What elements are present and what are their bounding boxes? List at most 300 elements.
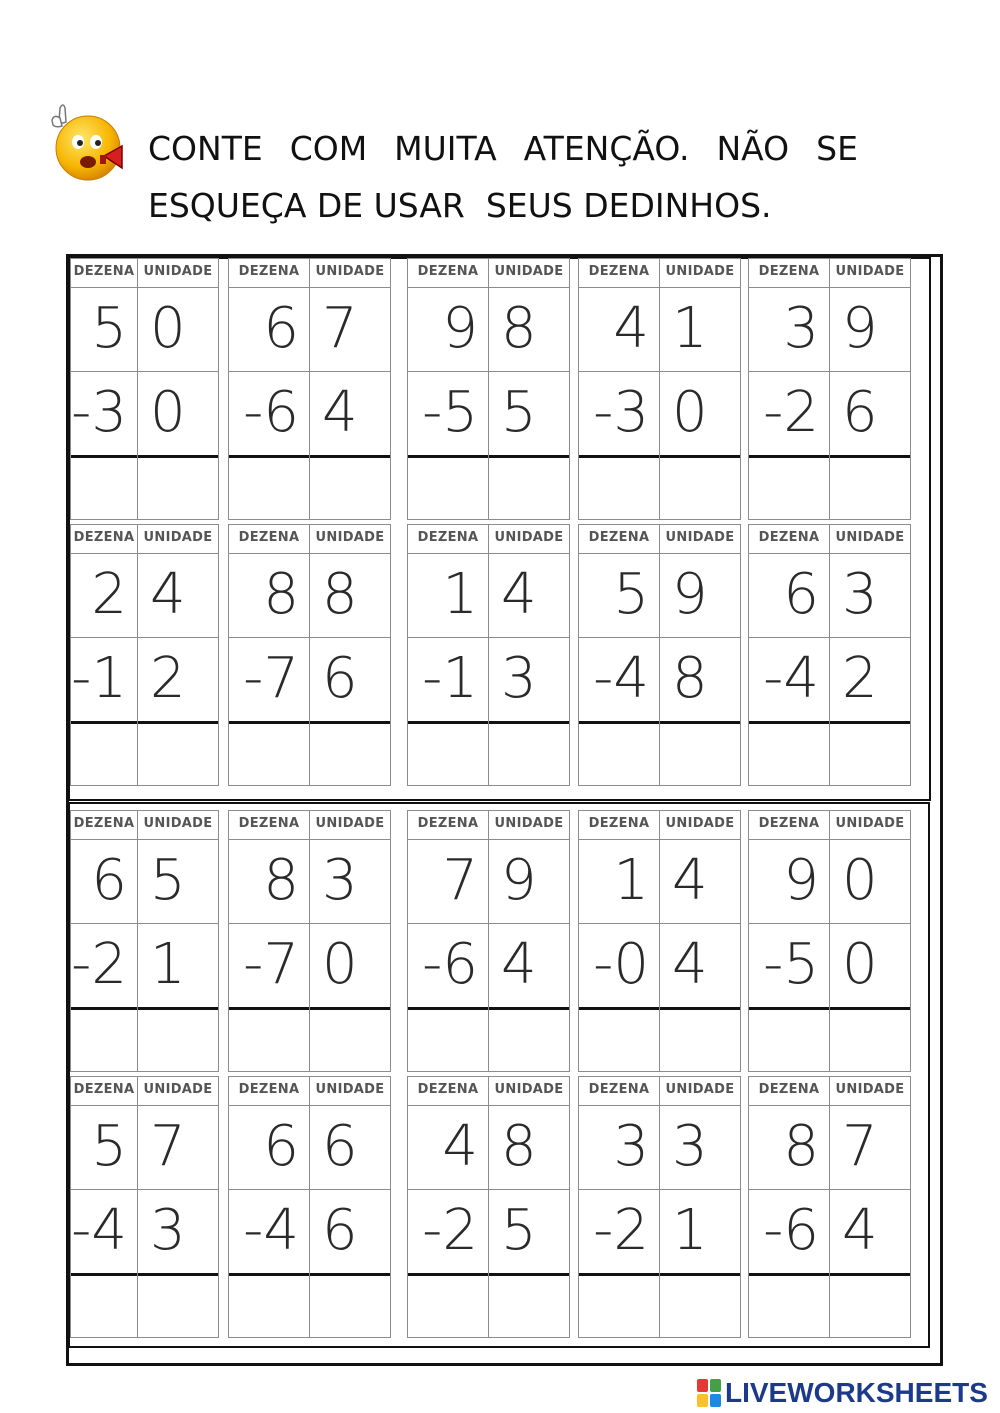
subtrahend-cell <box>310 1189 390 1276</box>
minuend-cell <box>229 1105 309 1190</box>
tens-header: DEZENA <box>71 259 137 288</box>
tens-column <box>578 258 660 520</box>
minuend-cell <box>489 1105 569 1190</box>
problem-box <box>748 524 911 786</box>
tens-column <box>578 1076 660 1338</box>
units-header: UNIDADE <box>489 1077 569 1106</box>
units-header: UNIDADE <box>489 259 569 288</box>
instruction-word: SE <box>816 129 858 168</box>
minuend-digit: 8 <box>322 562 358 627</box>
minuend-digit: 5 <box>613 562 649 627</box>
logo-text: LIVEWORKSHEETS <box>725 1377 988 1408</box>
answer-cell[interactable] <box>138 458 218 519</box>
units-column <box>489 1076 570 1338</box>
tens-column <box>748 810 830 1072</box>
answer-cell[interactable] <box>489 1276 569 1337</box>
subtrahend-digit: -2 <box>763 380 819 445</box>
answer-cell[interactable] <box>138 724 218 785</box>
answer-cell[interactable] <box>71 724 137 785</box>
subtrahend-cell <box>408 637 488 724</box>
answer-cell[interactable] <box>229 458 309 519</box>
subtrahend-digit: -2 <box>71 932 127 997</box>
answer-cell[interactable] <box>489 458 569 519</box>
subtrahend-cell <box>749 1189 829 1276</box>
tens-header: DEZENA <box>229 1077 309 1106</box>
instructions-line-1 <box>148 120 858 177</box>
tens-header: DEZENA <box>71 1077 137 1106</box>
problem-box <box>407 258 570 520</box>
problem-box <box>70 810 219 1072</box>
subtrahend-digit: -1 <box>71 646 127 711</box>
minuend-digit: 0 <box>842 848 878 913</box>
answer-cell[interactable] <box>489 1010 569 1071</box>
units-column <box>138 810 219 1072</box>
minuend-digit: 9 <box>442 296 478 361</box>
tens-header: DEZENA <box>579 811 659 840</box>
units-column <box>138 258 219 520</box>
subtrahend-cell <box>830 637 910 724</box>
minuend-cell <box>310 1105 390 1190</box>
tens-column <box>70 810 138 1072</box>
answer-cell[interactable] <box>830 1276 910 1337</box>
problem-box <box>578 524 741 786</box>
minuend-cell <box>749 287 829 372</box>
minuend-digit: 7 <box>322 296 358 361</box>
problem-box <box>70 258 219 520</box>
answer-cell[interactable] <box>229 724 309 785</box>
answer-cell[interactable] <box>408 724 488 785</box>
problem-box <box>407 524 570 786</box>
tens-header: DEZENA <box>749 1077 829 1106</box>
minuend-digit: 6 <box>263 1114 299 1179</box>
minuend-cell <box>408 839 488 924</box>
minuend-cell <box>138 839 218 924</box>
minuend-cell <box>749 553 829 638</box>
subtrahend-digit: -4 <box>593 646 649 711</box>
subtrahend-digit: 4 <box>322 380 358 445</box>
answer-cell[interactable] <box>830 1010 910 1071</box>
minuend-digit: 9 <box>501 848 537 913</box>
subtrahend-digit: 3 <box>501 646 537 711</box>
subtrahend-cell <box>408 1189 488 1276</box>
tens-header: DEZENA <box>71 525 137 554</box>
minuend-digit: 6 <box>263 296 299 361</box>
units-header: UNIDADE <box>830 259 910 288</box>
subtrahend-cell <box>579 1189 659 1276</box>
subtrahend-digit: 1 <box>150 932 186 997</box>
minuend-cell <box>749 1105 829 1190</box>
answer-cell[interactable] <box>71 1010 137 1071</box>
answer-cell[interactable] <box>310 1010 390 1071</box>
units-header: UNIDADE <box>489 811 569 840</box>
subtrahend-cell <box>749 371 829 458</box>
answer-cell[interactable] <box>749 458 829 519</box>
units-column <box>138 524 219 786</box>
minuend-digit: 8 <box>501 296 537 361</box>
units-header: UNIDADE <box>660 525 740 554</box>
minuend-digit: 3 <box>322 848 358 913</box>
answer-cell[interactable] <box>229 1010 309 1071</box>
tens-column <box>578 810 660 1072</box>
subtrahend-cell <box>138 923 218 1010</box>
subtrahend-cell <box>408 923 488 1010</box>
answer-cell[interactable] <box>660 724 740 785</box>
tens-header: DEZENA <box>749 259 829 288</box>
subtrahend-digit: 0 <box>322 932 358 997</box>
emoji-megaphone-icon <box>44 100 134 190</box>
units-column <box>830 258 911 520</box>
answer-cell[interactable] <box>579 1010 659 1071</box>
subtrahend-digit: -7 <box>243 932 299 997</box>
subtrahend-digit: -3 <box>593 380 649 445</box>
subtrahend-cell <box>408 371 488 458</box>
minuend-cell <box>660 287 740 372</box>
subtrahend-digit: -2 <box>593 1198 649 1263</box>
subtrahend-digit: 4 <box>501 932 537 997</box>
subtrahend-cell <box>71 371 137 458</box>
subtrahend-digit: 6 <box>322 646 358 711</box>
answer-cell[interactable] <box>408 1276 488 1337</box>
answer-cell[interactable] <box>310 458 390 519</box>
subtrahend-cell <box>749 923 829 1010</box>
logo-square <box>697 1394 708 1407</box>
minuend-cell <box>489 553 569 638</box>
logo-square <box>697 1379 708 1392</box>
minuend-cell <box>71 287 137 372</box>
subtrahend-cell <box>229 371 309 458</box>
minuend-cell <box>138 553 218 638</box>
subtrahend-cell <box>71 637 137 724</box>
answer-cell[interactable] <box>660 1276 740 1337</box>
answer-cell[interactable] <box>489 724 569 785</box>
subtrahend-cell <box>489 371 569 458</box>
minuend-digit: 4 <box>672 848 708 913</box>
problem-box <box>578 1076 741 1338</box>
minuend-cell <box>660 553 740 638</box>
subtrahend-digit: -4 <box>71 1198 127 1263</box>
units-column <box>660 258 741 520</box>
tens-header: DEZENA <box>408 259 488 288</box>
minuend-digit: 3 <box>672 1114 708 1179</box>
units-header: UNIDADE <box>138 1077 218 1106</box>
units-column <box>830 524 911 786</box>
units-header: UNIDADE <box>138 525 218 554</box>
tens-column <box>748 524 830 786</box>
minuend-cell <box>310 287 390 372</box>
instruction-word: COM <box>289 129 368 168</box>
tens-header: DEZENA <box>579 1077 659 1106</box>
units-column <box>830 810 911 1072</box>
units-header: UNIDADE <box>310 259 390 288</box>
problem-box <box>748 810 911 1072</box>
minuend-cell <box>229 839 309 924</box>
minuend-digit: 7 <box>842 1114 878 1179</box>
logo-square <box>710 1379 721 1392</box>
tens-header: DEZENA <box>749 525 829 554</box>
subtrahend-digit: 0 <box>672 380 708 445</box>
minuend-digit: 3 <box>613 1114 649 1179</box>
subtrahend-digit: -4 <box>763 646 819 711</box>
minuend-digit: 6 <box>783 562 819 627</box>
minuend-digit: 0 <box>150 296 186 361</box>
subtrahend-digit: -1 <box>422 646 478 711</box>
units-column <box>660 1076 741 1338</box>
tens-column <box>748 1076 830 1338</box>
minuend-digit: 7 <box>150 1114 186 1179</box>
tens-header: DEZENA <box>408 525 488 554</box>
minuend-cell <box>229 553 309 638</box>
problem-box <box>228 1076 391 1338</box>
minuend-digit: 6 <box>322 1114 358 1179</box>
subtrahend-cell <box>660 371 740 458</box>
units-header: UNIDADE <box>660 811 740 840</box>
units-column <box>310 1076 391 1338</box>
answer-cell[interactable] <box>749 1010 829 1071</box>
minuend-digit: 9 <box>783 848 819 913</box>
subtrahend-cell <box>830 1189 910 1276</box>
minuend-cell <box>579 287 659 372</box>
units-header: UNIDADE <box>660 259 740 288</box>
problem-box <box>748 258 911 520</box>
minuend-digit: 1 <box>672 296 708 361</box>
minuend-cell <box>660 839 740 924</box>
tens-header: DEZENA <box>408 1077 488 1106</box>
minuend-cell <box>579 1105 659 1190</box>
problem-box <box>228 258 391 520</box>
subtrahend-cell <box>660 923 740 1010</box>
minuend-cell <box>749 839 829 924</box>
answer-cell[interactable] <box>138 1010 218 1071</box>
units-header: UNIDADE <box>830 1077 910 1106</box>
subtrahend-digit: 5 <box>501 1198 537 1263</box>
answer-cell[interactable] <box>749 1276 829 1337</box>
subtrahend-cell <box>71 1189 137 1276</box>
answer-cell[interactable] <box>579 458 659 519</box>
minuend-cell <box>408 553 488 638</box>
units-header: UNIDADE <box>310 525 390 554</box>
problem-box <box>228 810 391 1072</box>
subtrahend-digit: -0 <box>593 932 649 997</box>
units-column <box>138 1076 219 1338</box>
minuend-digit: 4 <box>442 1114 478 1179</box>
subtrahend-cell <box>830 371 910 458</box>
subtrahend-cell <box>579 637 659 724</box>
subtrahend-cell <box>489 637 569 724</box>
answer-cell[interactable] <box>71 1276 137 1337</box>
subtrahend-digit: 0 <box>842 932 878 997</box>
tens-column <box>407 524 489 786</box>
units-column <box>660 524 741 786</box>
units-column <box>489 810 570 1072</box>
minuend-cell <box>830 1105 910 1190</box>
subtrahend-cell <box>138 371 218 458</box>
minuend-cell <box>830 553 910 638</box>
tens-header: DEZENA <box>408 811 488 840</box>
logo-square <box>710 1394 721 1407</box>
minuend-digit: 8 <box>263 848 299 913</box>
minuend-digit: 9 <box>842 296 878 361</box>
minuend-cell <box>138 1105 218 1190</box>
answer-cell[interactable] <box>310 724 390 785</box>
subtrahend-cell <box>489 923 569 1010</box>
units-header: UNIDADE <box>660 1077 740 1106</box>
answer-cell[interactable] <box>408 458 488 519</box>
subtrahend-cell <box>138 1189 218 1276</box>
units-header: UNIDADE <box>138 811 218 840</box>
answer-cell[interactable] <box>71 458 137 519</box>
subtrahend-cell <box>310 371 390 458</box>
subtrahend-digit: -5 <box>422 380 478 445</box>
liveworksheets-logo <box>697 1376 988 1410</box>
minuend-cell <box>71 553 137 638</box>
subtrahend-cell <box>579 923 659 1010</box>
subtrahend-digit: -3 <box>71 380 127 445</box>
liveworksheets-logo-mark <box>697 1379 721 1407</box>
subtrahend-digit: 2 <box>842 646 878 711</box>
minuend-cell <box>830 839 910 924</box>
minuend-digit: 7 <box>442 848 478 913</box>
subtrahend-cell <box>229 1189 309 1276</box>
minuend-digit: 9 <box>672 562 708 627</box>
subtrahend-digit: 2 <box>150 646 186 711</box>
subtrahend-digit: 5 <box>501 380 537 445</box>
minuend-digit: 4 <box>501 562 537 627</box>
minuend-cell <box>71 1105 137 1190</box>
minuend-digit: 5 <box>150 848 186 913</box>
minuend-digit: 8 <box>501 1114 537 1179</box>
units-header: UNIDADE <box>830 525 910 554</box>
subtrahend-digit: 1 <box>672 1198 708 1263</box>
tens-column <box>407 1076 489 1338</box>
answer-cell[interactable] <box>660 458 740 519</box>
tens-column <box>70 524 138 786</box>
minuend-cell <box>71 839 137 924</box>
answer-cell[interactable] <box>229 1276 309 1337</box>
instruction-word: ATENÇÃO. <box>523 129 690 168</box>
subtrahend-digit: -6 <box>243 380 299 445</box>
subtrahend-cell <box>229 637 309 724</box>
problem-box <box>70 1076 219 1338</box>
instruction-word: NÃO <box>716 129 790 168</box>
answer-cell[interactable] <box>138 1276 218 1337</box>
problem-box <box>70 524 219 786</box>
problem-box <box>748 1076 911 1338</box>
subtrahend-digit: 6 <box>842 380 878 445</box>
answer-cell[interactable] <box>830 458 910 519</box>
answer-cell[interactable] <box>830 724 910 785</box>
minuend-digit: 5 <box>91 1114 127 1179</box>
minuend-cell <box>579 839 659 924</box>
subtrahend-digit: -2 <box>422 1198 478 1263</box>
units-column <box>489 258 570 520</box>
subtrahend-cell <box>310 637 390 724</box>
minuend-digit: 8 <box>783 1114 819 1179</box>
answer-cell[interactable] <box>408 1010 488 1071</box>
tens-header: DEZENA <box>229 811 309 840</box>
units-header: UNIDADE <box>310 811 390 840</box>
tens-column <box>748 258 830 520</box>
minuend-digit: 5 <box>91 296 127 361</box>
instructions-line-2: ESQUEÇA DE USAR SEUS DEDINHOS. <box>148 186 772 225</box>
minuend-cell <box>408 1105 488 1190</box>
minuend-digit: 4 <box>150 562 186 627</box>
minuend-cell <box>408 287 488 372</box>
answer-cell[interactable] <box>579 1276 659 1337</box>
minuend-cell <box>489 287 569 372</box>
units-column <box>310 524 391 786</box>
subtrahend-digit: 3 <box>150 1198 186 1263</box>
minuend-digit: 3 <box>783 296 819 361</box>
answer-cell[interactable] <box>310 1276 390 1337</box>
subtrahend-cell <box>71 923 137 1010</box>
subtrahend-digit: -6 <box>422 932 478 997</box>
units-header: UNIDADE <box>138 259 218 288</box>
answer-cell[interactable] <box>749 724 829 785</box>
minuend-cell <box>579 553 659 638</box>
subtrahend-digit: 6 <box>322 1198 358 1263</box>
subtrahend-cell <box>489 1189 569 1276</box>
tens-header: DEZENA <box>579 259 659 288</box>
minuend-cell <box>310 839 390 924</box>
subtrahend-digit: -4 <box>243 1198 299 1263</box>
units-header: UNIDADE <box>310 1077 390 1106</box>
minuend-digit: 4 <box>613 296 649 361</box>
tens-header: DEZENA <box>749 811 829 840</box>
subtrahend-digit: 0 <box>150 380 186 445</box>
minuend-digit: 2 <box>91 562 127 627</box>
tens-column <box>228 524 310 786</box>
tens-column <box>70 258 138 520</box>
minuend-digit: 8 <box>263 562 299 627</box>
minuend-cell <box>489 839 569 924</box>
subtrahend-digit: -6 <box>763 1198 819 1263</box>
problem-box <box>407 810 570 1072</box>
subtrahend-digit: -5 <box>763 932 819 997</box>
units-header: UNIDADE <box>830 811 910 840</box>
tens-column <box>407 810 489 1072</box>
subtrahend-cell <box>579 371 659 458</box>
problem-box <box>578 258 741 520</box>
instructions <box>148 120 858 234</box>
minuend-cell <box>830 287 910 372</box>
subtrahend-digit: 4 <box>842 1198 878 1263</box>
subtrahend-digit: 4 <box>672 932 708 997</box>
problem-box <box>228 524 391 786</box>
problem-box <box>407 1076 570 1338</box>
units-column <box>489 524 570 786</box>
answer-cell[interactable] <box>579 724 659 785</box>
subtrahend-cell <box>830 923 910 1010</box>
tens-column <box>228 1076 310 1338</box>
subtrahend-cell <box>310 923 390 1010</box>
units-column <box>310 810 391 1072</box>
subtrahend-cell <box>660 637 740 724</box>
tens-column <box>407 258 489 520</box>
instruction-word: MUITA <box>394 129 497 168</box>
subtrahend-cell <box>660 1189 740 1276</box>
tens-header: DEZENA <box>579 525 659 554</box>
answer-cell[interactable] <box>660 1010 740 1071</box>
tens-column <box>228 258 310 520</box>
instruction-word: CONTE <box>148 129 263 168</box>
subtrahend-cell <box>229 923 309 1010</box>
subtrahend-digit: 8 <box>672 646 708 711</box>
minuend-digit: 3 <box>842 562 878 627</box>
tens-column <box>228 810 310 1072</box>
subtrahend-cell <box>749 637 829 724</box>
units-column <box>830 1076 911 1338</box>
units-column <box>310 258 391 520</box>
